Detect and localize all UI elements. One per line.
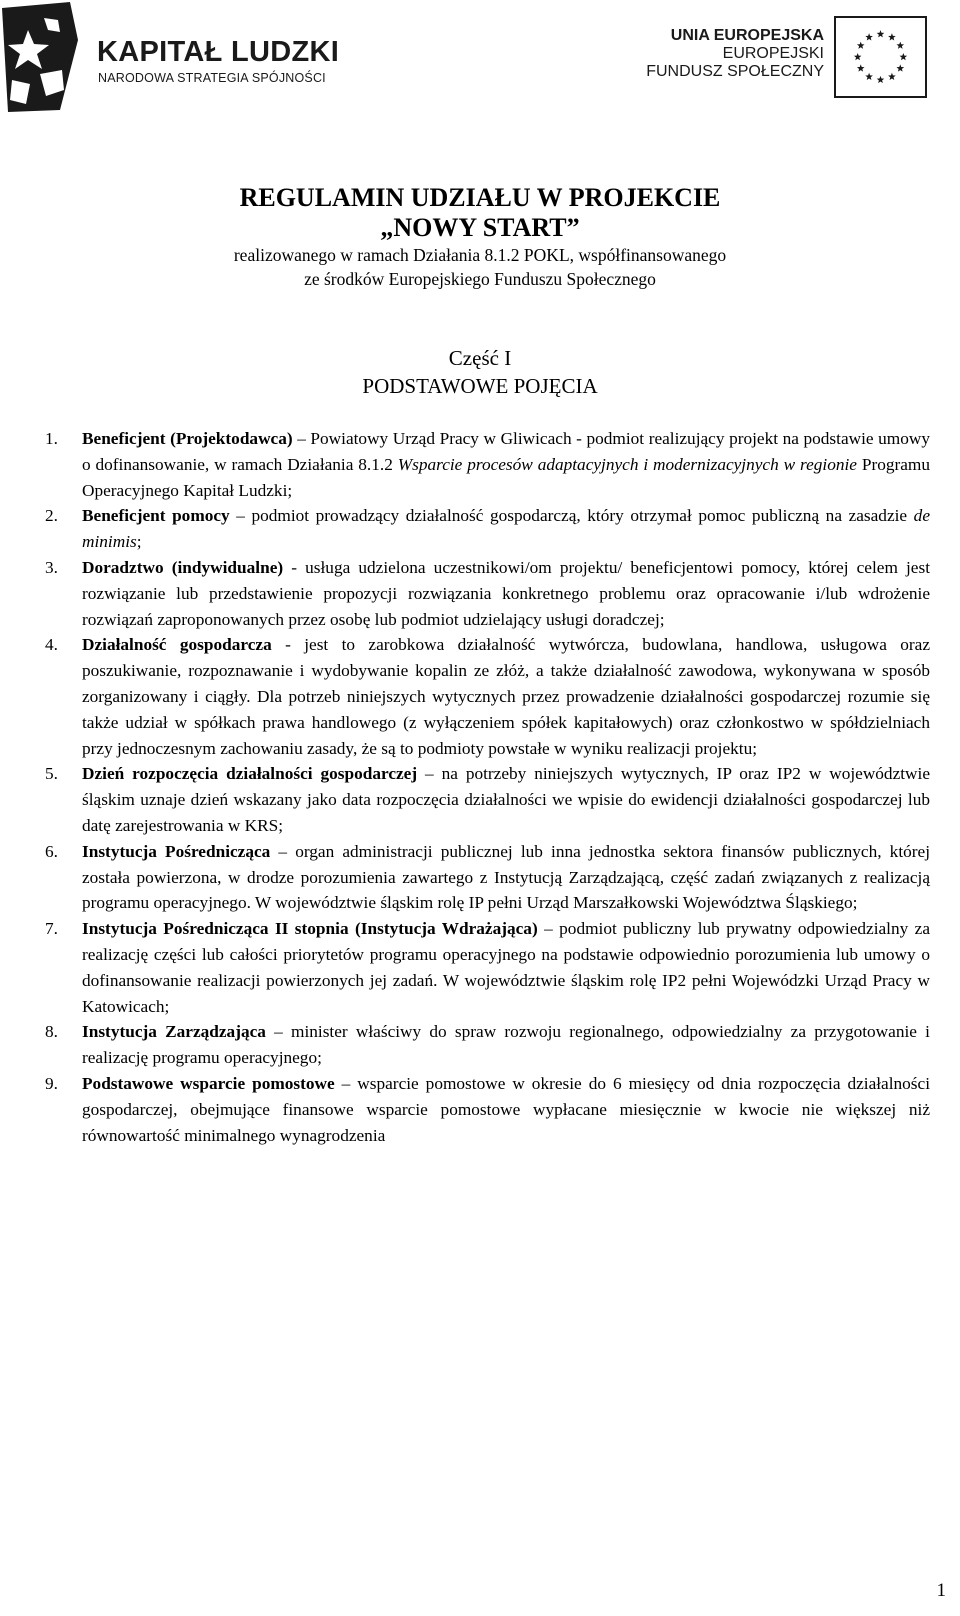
eu-star-icon	[865, 33, 873, 40]
definition-body	[82, 503, 930, 555]
definition-text: - jest to zarobkowa działalność wytwórcza, budowlana, handlowa, usługowa oraz poszukiwanie, rozpoznawanie i wydobywanie kopalin ze złóż, a także działalność zawodowa, wykonywana w sposób zorganizowany i ciągły. Dla potrzeb niniejszych wytycznych przez prowadzenie działalności gospodarczej rozumie się także udział w spółkach prawa handlowego (z wyłączeniem spółek kapitałowych) oraz członkostwo w spółdzielniach przy jednoczesnym zachowaniu zasady, że są to podmioty powstałe w wyniku realizacji projektu;	[82, 635, 930, 758]
definition-number: 5.	[45, 764, 58, 784]
kapital-ludzki-subtitle: NARODOWA STRATEGIA SPÓJNOŚCI	[98, 71, 326, 85]
definition-number: 3.	[45, 557, 58, 577]
definition-number: 6.	[45, 841, 58, 861]
definition-item	[45, 555, 930, 632]
definition-text-end: Programu Operacyjnego Kapitał Ludzki;	[82, 454, 930, 500]
eu-star-icon	[877, 76, 885, 83]
definition-text: – podmiot publiczny lub prywatny odpowiedzialny za realizację części lub całości priorytetów programu operacyjnego na podstawie odpowiednio porozumienia lub umowy o dofinansowanie realizacji powierzonych jej zadań. W województwie śląskim rolę IP2 pełni Wojewódzki Urząd Pracy w Katowicach;	[82, 919, 930, 1016]
definition-text: – na potrzeby niniejszych wytycznych, IP oraz IP2 w województwie śląskim uznaje dzień wskazany jako data rozpoczęcia działalności we wpisie do ewidencji działalności gospodarczej lub datę zarejestrowania w KRS;	[82, 764, 930, 835]
definition-number: 9.	[45, 1073, 58, 1093]
eu-fund-label-1: EUROPEJSKI	[722, 45, 824, 62]
definition-term: Działalność gospodarcza	[82, 635, 272, 655]
definition-text: – wsparcie pomostowe w okresie do 6 miesięcy od dnia rozpoczęcia działalności gospodarczej, obejmujące finansowe wsparcie pomostowe wypłacane miesięcznie w kwocie nie większej niż równowartość minimalnego wynagrodzenia	[82, 1073, 930, 1145]
eu-star-icon	[865, 73, 873, 80]
definition-term: Doradztwo (indywidualne)	[82, 557, 284, 577]
eu-label	[646, 27, 824, 81]
definition-body	[82, 839, 930, 916]
document-title: REGULAMIN UDZIAŁU W PROJEKCIE	[239, 183, 721, 212]
definition-item	[45, 1071, 930, 1148]
definition-item	[45, 916, 930, 1019]
definition-text: - usługa udzielona uczestnikowi/om projektu/ beneficjentowi pomocy, której celem jest rozwiązanie lub przedstawienie propozycji rozwiązania konkretnego problemu oraz opracowanie i/lub wdrożenie rozwiązań zaproponowanych przez osobę lub podmiot udzielający usługi doradczej;	[82, 557, 931, 629]
definitions-list	[45, 426, 930, 1148]
eu-star-icon	[857, 42, 865, 49]
definition-number: 2.	[45, 506, 58, 526]
eu-star-icon	[896, 42, 904, 49]
definition-number: 1.	[45, 429, 58, 448]
title-subline-2: ze środków Europejskiego Funduszu Społecznego	[304, 269, 656, 289]
definition-item	[45, 503, 930, 555]
definition-text: – organ administracji publicznej lub inna jednostka sektora finansów publicznych, której została powierzona, w drodze porozumienia zawartego z Instytucją Zarządzającą, część zadań związanych z realizacją programu operacyjnego. W województwie śląskim rolę IP pełni Urząd Marszałkowski Województwa Śląskiego;	[82, 841, 930, 913]
definition-body	[82, 916, 930, 1019]
definition-text: – minister właściwy do spraw rozwoju regionalnego, odpowiedzialny za przygotowanie i realizację programu operacyjnego;	[82, 1022, 930, 1068]
eu-union-label: UNIA EUROPEJSKA	[670, 27, 824, 44]
eu-star-icon	[888, 73, 896, 80]
eu-star-icon	[888, 33, 896, 40]
kapital-ludzki-logo	[0, 0, 100, 116]
definition-term: Instytucja Pośrednicząca II stopnia (Instytucja Wdrażająca)	[82, 919, 538, 939]
definition-number: 7.	[45, 919, 58, 939]
definition-text: – podmiot prowadzący działalność gospodarczą, który otrzymał pomoc publiczną na zasadzie	[229, 506, 914, 526]
eu-star-icon	[857, 64, 865, 71]
definition-number: 4.	[45, 635, 58, 655]
definition-text-end: ;	[136, 532, 142, 552]
definition-term: Dzień rozpoczęcia działalności gospodarczej	[82, 764, 418, 784]
eu-star-icon	[854, 53, 862, 60]
project-name: „NOWY START”	[380, 213, 580, 242]
definition-term: Podstawowe wsparcie pomostowe	[82, 1073, 335, 1093]
page-number: 1	[936, 1580, 946, 1601]
eu-star-icon	[877, 30, 885, 37]
definition-italic: Wsparcie procesów adaptacyjnych i modernizacyjnych w regionie	[397, 454, 857, 474]
eu-star-icon	[896, 64, 904, 71]
definition-body	[82, 761, 930, 838]
definition-term: Beneficjent pomocy	[82, 506, 230, 526]
definition-term: Instytucja Pośrednicząca	[82, 841, 271, 861]
definition-item	[45, 1019, 930, 1071]
definition-term: Beneficjent (Projektodawca)	[82, 429, 293, 448]
definition-item	[45, 761, 930, 838]
definition-number: 8.	[45, 1022, 58, 1042]
definition-body	[82, 1071, 930, 1148]
section-part: Część I	[448, 346, 512, 370]
definition-item	[45, 839, 930, 916]
eu-flag-icon	[834, 16, 927, 98]
section-heading: PODSTAWOWE POJĘCIA	[362, 374, 598, 398]
title-subline-1: realizowanego w ramach Działania 8.1.2 POKL, współfinansowanego	[233, 245, 727, 265]
definition-item	[45, 632, 930, 761]
definition-term: Instytucja Zarządzająca	[82, 1022, 266, 1042]
definition-item	[45, 426, 930, 503]
definition-body	[82, 1019, 930, 1071]
eu-star-icon	[900, 53, 908, 60]
definition-body	[82, 426, 930, 503]
definition-body	[82, 632, 930, 761]
page-header	[0, 0, 960, 120]
kapital-ludzki-title: KAPITAŁ LUDZKI	[97, 36, 340, 68]
definition-body	[82, 555, 930, 632]
eu-fund-label-2: FUNDUSZ SPOŁECZNY	[646, 63, 824, 80]
definition-italic: de minimis	[82, 506, 930, 552]
definition-text: – Powiatowy Urząd Pracy w Gliwicach - podmiot realizujący projekt na podstawie umowy o dofinansowanie, w ramach Działania 8.1.2	[82, 429, 930, 474]
